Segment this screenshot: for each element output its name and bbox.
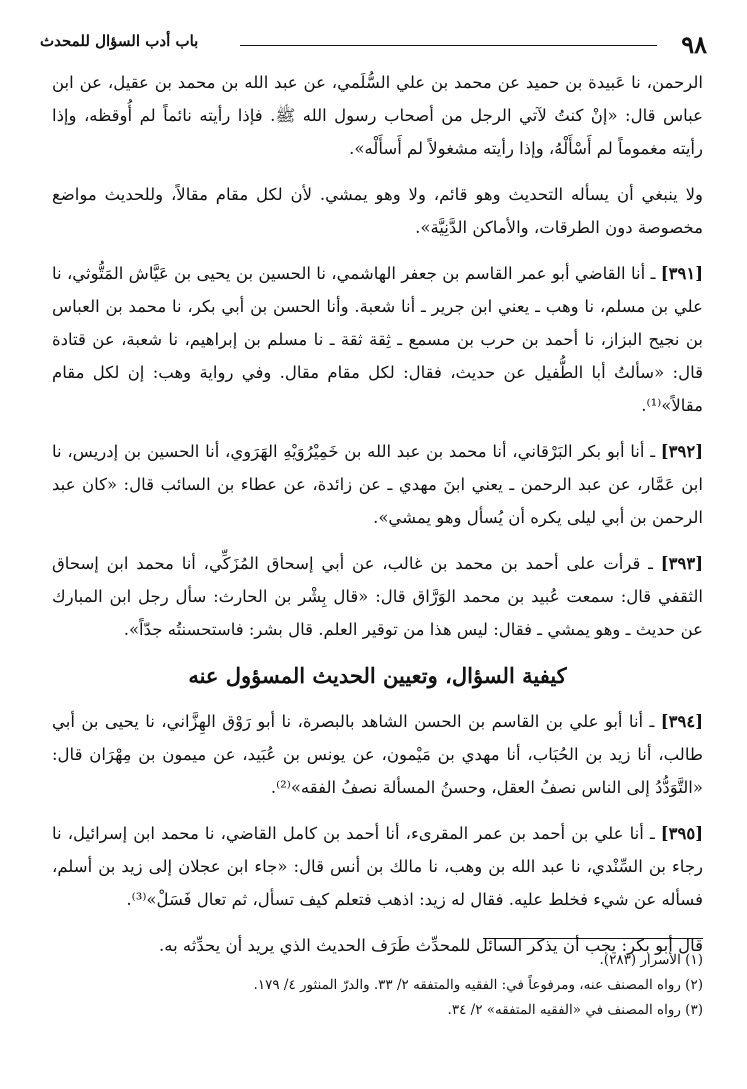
footnotes	[52, 948, 703, 1023]
hadith-text: ـ أنا أبو بكر البَرْقاني، أنا محمد بن عبد الله بن خَمِيْرُوَيْهِ الهَرَوي، أنا الحسين بن إدريس، نا ابن عَمَّار، عن عبد الرحمن ـ يعني ابنَ مهدي ـ عن زائدة، عن عطاء بن السائب قال: «كان عبد الرحمن بن أبي ليلى يكره أن يُسأل وهو يمشي».	[52, 442, 703, 527]
hadith-text: ـ أنا أبو علي بن القاسم بن الحسن الشاهد بالبصرة، نا أبو رَوْق الهِزَّاني، نا يحيى بن أبي طالب، أنا زيد بن الحُبَاب، أنا مهدي بن مَيْمون، عن يونس بن عُبَيد، عن ميمون بن مِهْرَان قال: «التَّوَدُّدُ إلى الناس نصفُ العقل، وحسنُ المسألة نصفُ الفقه»⁽²⁾.	[52, 712, 703, 797]
hadith-text: ـ أنا علي بن أحمد بن عمر المقرىء، أنا أحمد بن كامل القاضي، نا محمد ابن إسرائيل، نا رجاء بن السِّنْدي، نا عبد الله بن وهب، نا مالك بن أنس قال: «جاء ابن عجلان إلى زيد بن أسلم، فسأله عن شيء فخلط عليه. فقال له زيد: اذهب فتعلم كيف تسأل، ثم تعال فَسَلْ»⁽³⁾.	[52, 824, 703, 909]
hadith-number: [٣٩١]	[660, 264, 703, 283]
footnote-2: (٢) رواه المصنف عنه، ومرفوعاً في: الفقيه والمتفقه ٢/ ٣٣. والدرّ المنثور ٤/ ١٧٩.	[253, 977, 703, 993]
hadith-number: [٣٩٥]	[660, 824, 703, 843]
hadith-text: ـ قرأت على أحمد بن محمد بن غالب، عن أبي إسحاق المُزَكِّي، أنا محمد ابن إسحاق الثقفي قال: سمعت عُبيد بن محمد الوَرَّاق قال: «قال بِشْر بن الحارث: سأل رجل ابن المبارك عن حديث ـ وهو يمشي ـ فقال: ليس هذا من توقير العلم. قال بشر: فاستحسنتُه جدّاً».	[52, 554, 703, 639]
hadith-number: [٣٩٤]	[660, 712, 703, 731]
hadith-393	[52, 547, 703, 646]
footnote-1: (١) الأسرار (٢٨٣).	[599, 952, 703, 968]
hadith-text: ـ أنا القاضي أبو عمر القاسم بن جعفر الهاشمي، نا الحسين بن يحيى بن عَيَّاش المَتُّوثي، نا علي بن مسلم، نا وهب ـ يعني ابن جرير ـ أنا شعبة. وأنا الحسن بن أبي بكر، نا محمد بن العباس بن نجيح البزاز، نا أحمد بن حرب بن مسمع ـ ثِقة ثقة ـ نا مسلم بن إبراهيم، نا شعبة، عن قتادة قال: «سألتُ أبا الطُّفيل عن حديث، فقال: لكل مقام مقال. وفي رواية وهب: إن لكل مقام مقالاً»⁽¹⁾.	[52, 264, 703, 415]
section-heading: كيفية السؤال، وتعيين الحديث المسؤول عنه	[188, 663, 567, 688]
main-text	[52, 66, 703, 975]
paragraph: ولا ينبغي أن يسأله التحديث وهو قائم، ولا وهو يمشي. لأن لكل مقام مقالاً، وللحديث مواضع مخصوصة دون الطرقات، والأماكن الدَّنِيَّة».	[52, 185, 703, 237]
hadith-392	[52, 435, 703, 534]
hadith-number: [٣٩٣]	[660, 554, 703, 573]
paragraph: الرحمن، نا عَبيدة بن حميد عن محمد بن علي السُّلَمي، عن عبد الله بن محمد بن عقيل، عن ابن عباس قال: «إنْ كنتُ لآتي الرجل من أصحاب رسول الله ﷺ. فإذا رأيته نائماً لم أُوقظه، وإذا رأيته مغموماً لم أَسْأَلْهُ، وإذا رأيته مشغولاً لم أَسأَلْه».	[52, 73, 703, 158]
hadith-395	[52, 817, 703, 916]
footnote-3: (٣) رواه المصنف في «الفقيه المتفقه» ٢/ ٣٤.	[447, 1002, 703, 1018]
page-header	[40, 30, 707, 58]
hadith-391	[52, 257, 703, 422]
page-number: ٩٨	[681, 30, 707, 59]
paragraph: قال أبو بكر: يجب أن يذكر السائل للمحدِّث طَرَف الحديث الذي يريد أن يحدِّثه به.	[158, 936, 703, 955]
footnote-rule	[483, 938, 703, 939]
running-title: باب أدب السؤال للمحدث	[40, 32, 199, 50]
header-rule	[240, 45, 657, 46]
hadith-number: [٣٩٢]	[660, 442, 703, 461]
hadith-394	[52, 705, 703, 804]
